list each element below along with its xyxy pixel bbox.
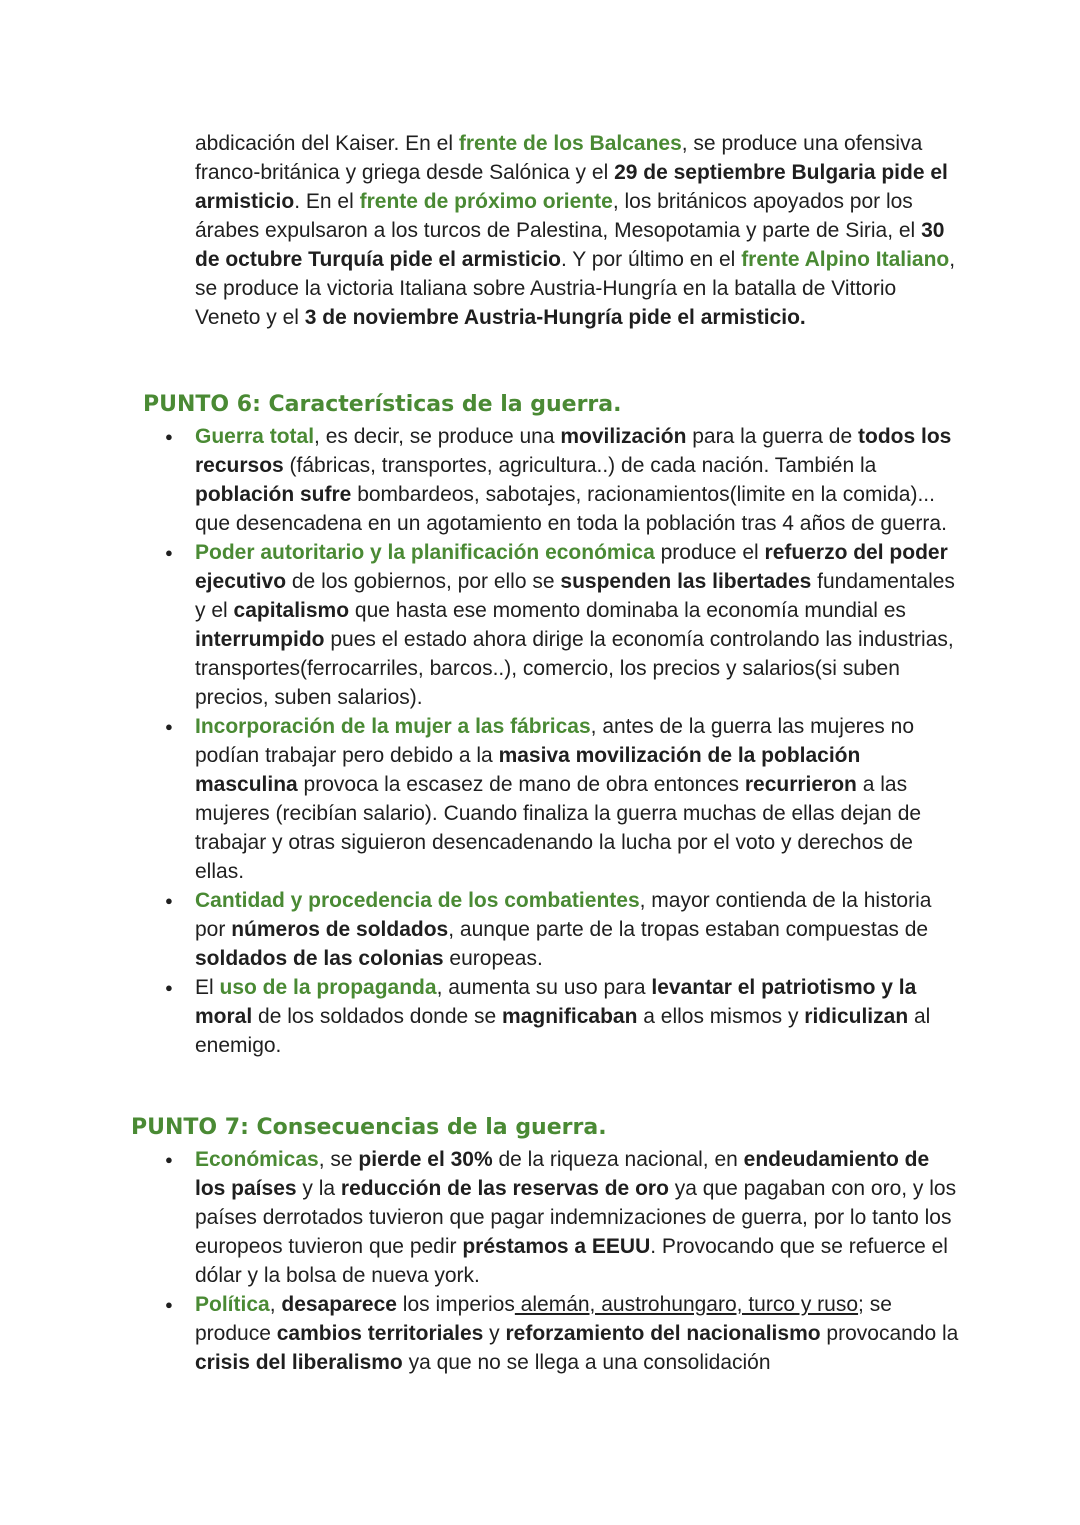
highlight: frente de próximo oriente: [359, 190, 613, 213]
emphasis: pierde el 30%: [358, 1148, 493, 1171]
text: ya que no se llega a una consolidación: [402, 1351, 771, 1374]
text: ; se produce: [195, 1293, 892, 1345]
text: para la guerra de: [686, 425, 858, 448]
text: al enemigo.: [195, 1005, 931, 1057]
text: de los soldados donde se: [252, 1005, 503, 1028]
emphasis: 30 de octubre Turquía pide el armisticio: [195, 219, 945, 271]
text: europeas.: [443, 947, 543, 970]
text: que hasta ese momento dominaba la economía mundial es: [349, 599, 906, 622]
emphasis: población sufre: [195, 483, 352, 506]
text: El: [195, 976, 220, 999]
text: a ellos mismos y: [637, 1005, 805, 1028]
text: provoca la escasez de mano de obra entonces: [297, 773, 745, 796]
emphasis: ridiculizan: [804, 1005, 909, 1028]
text: fundamentales y el: [195, 570, 955, 622]
text: ya que pagaban con oro, y los países derrotados tuvieron que pagar indemnizaciones de guerra, por lo tanto los europeos tuvieron que pedir: [195, 1177, 957, 1258]
text: . Y por último en el: [561, 248, 742, 271]
highlight: frente Alpino Italiano: [741, 248, 950, 271]
highlight: Guerra total: [195, 425, 315, 448]
list-item: [195, 973, 965, 1060]
emphasis: desaparece: [281, 1293, 397, 1316]
highlight: Política: [195, 1293, 270, 1316]
text: abdicación del Kaiser. En el: [195, 132, 459, 155]
list-item: [195, 1290, 965, 1377]
characteristics-list: [195, 422, 965, 1060]
section-heading-punto-6: PUNTO 6: Características de la guerra.: [143, 392, 622, 417]
emphasis: préstamos a EEUU: [462, 1235, 651, 1258]
emphasis: magnificaban: [502, 1005, 638, 1028]
list-item: [195, 1145, 965, 1290]
text: , se produce una ofensiva franco-británica y griega desde Salónica y el: [195, 132, 923, 184]
emphasis: 3 de noviembre Austria-Hungría pide el armisticio.: [304, 306, 806, 329]
emphasis: reforzamiento del nacionalismo: [505, 1322, 821, 1345]
text: produce el: [654, 541, 765, 564]
text: . En el: [294, 190, 360, 213]
text: , se: [318, 1148, 359, 1171]
highlight: frente de los Balcanes: [458, 132, 682, 155]
text: ,: [269, 1293, 282, 1316]
highlight: Económicas: [195, 1148, 319, 1171]
text: , mayor contienda de la historia por: [195, 889, 932, 941]
emphasis: soldados de las colonias: [195, 947, 444, 970]
emphasis: cambios territoriales: [276, 1322, 484, 1345]
emphasis: levantar el patriotismo y la moral: [195, 976, 917, 1028]
text: bombardeos, sabotajes, racionamientos(limite en la comida)... que desencadena en un agotamiento en toda la población tras 4 años de guerra.: [195, 483, 947, 535]
highlight: uso de la propaganda: [219, 976, 437, 999]
text: , antes de la guerra las mujeres no podían trabajar pero debido a la: [195, 715, 915, 767]
text: , se produce la victoria Italiana sobre Austria-Hungría en la batalla de Vittorio Veneto y el: [195, 248, 956, 329]
text: , los británicos apoyados por los árabes expulsaron a los turcos de Palestina, Mesopotamia y parte de Siria, el: [195, 190, 922, 242]
text: a las mujeres (recibían salario). Cuando finaliza la guerra muchas de ellas dejan de trabajar y otras siguieron desencadenando la lucha por el voto y derechos de ellas.: [195, 773, 922, 883]
emphasis: recurrieron: [744, 773, 857, 796]
text: , aunque parte de la tropas estaban compuestas de: [448, 918, 929, 941]
text: provocando la: [820, 1322, 959, 1345]
text: pues el estado ahora dirige la economía controlando las industrias, transportes(ferrocarriles, barcos..), comercio, los precios y salarios(si suben precios, suben salarios).: [195, 628, 954, 709]
emphasis: todos los recursos: [195, 425, 952, 477]
emphasis: números de soldados: [231, 918, 449, 941]
emphasis: refuerzo del poder ejecutivo: [195, 541, 948, 593]
text: de la riqueza nacional, en: [492, 1148, 744, 1171]
text: y la: [296, 1177, 341, 1200]
list-item: [195, 422, 965, 538]
emphasis: reducción de las reservas de oro: [340, 1177, 669, 1200]
list-item: [195, 538, 965, 712]
emphasis: movilización: [560, 425, 687, 448]
text: , es decir, se produce una: [314, 425, 561, 448]
text: , aumenta su uso para: [436, 976, 652, 999]
highlight: Cantidad y procedencia de los combatientes: [195, 889, 640, 912]
emphasis: interrumpido: [195, 628, 325, 651]
list-item: [195, 712, 965, 886]
emphasis: crisis del liberalismo: [195, 1351, 403, 1374]
highlight: Poder autoritario y la planificación económica: [195, 541, 655, 564]
emphasis: 29 de septiembre Bulgaria pide el armisticio: [195, 161, 948, 213]
text: de los gobiernos, por ello se: [286, 570, 561, 593]
emphasis: suspenden las libertades: [560, 570, 812, 593]
section-heading-punto-7: PUNTO 7: Consecuencias de la guerra.: [131, 1115, 607, 1140]
text: y: [483, 1322, 506, 1345]
underlined-text: alemán, austrohungaro, turco y ruso: [514, 1293, 859, 1316]
emphasis: capitalismo: [233, 599, 350, 622]
consequences-list: [195, 1145, 965, 1377]
text: . Provocando que se refuerce el dólar y la bolsa de nueva york.: [195, 1235, 948, 1287]
intro-paragraph: [195, 129, 965, 332]
emphasis: endeudamiento de los países: [195, 1148, 930, 1200]
text: (fábricas, transportes, agricultura..) de cada nación. También la: [283, 454, 877, 477]
highlight: Incorporación de la mujer a las fábricas: [195, 715, 591, 738]
emphasis: masiva movilización de la población masculina: [195, 744, 861, 796]
text: los imperios: [396, 1293, 515, 1316]
list-item: [195, 886, 965, 973]
